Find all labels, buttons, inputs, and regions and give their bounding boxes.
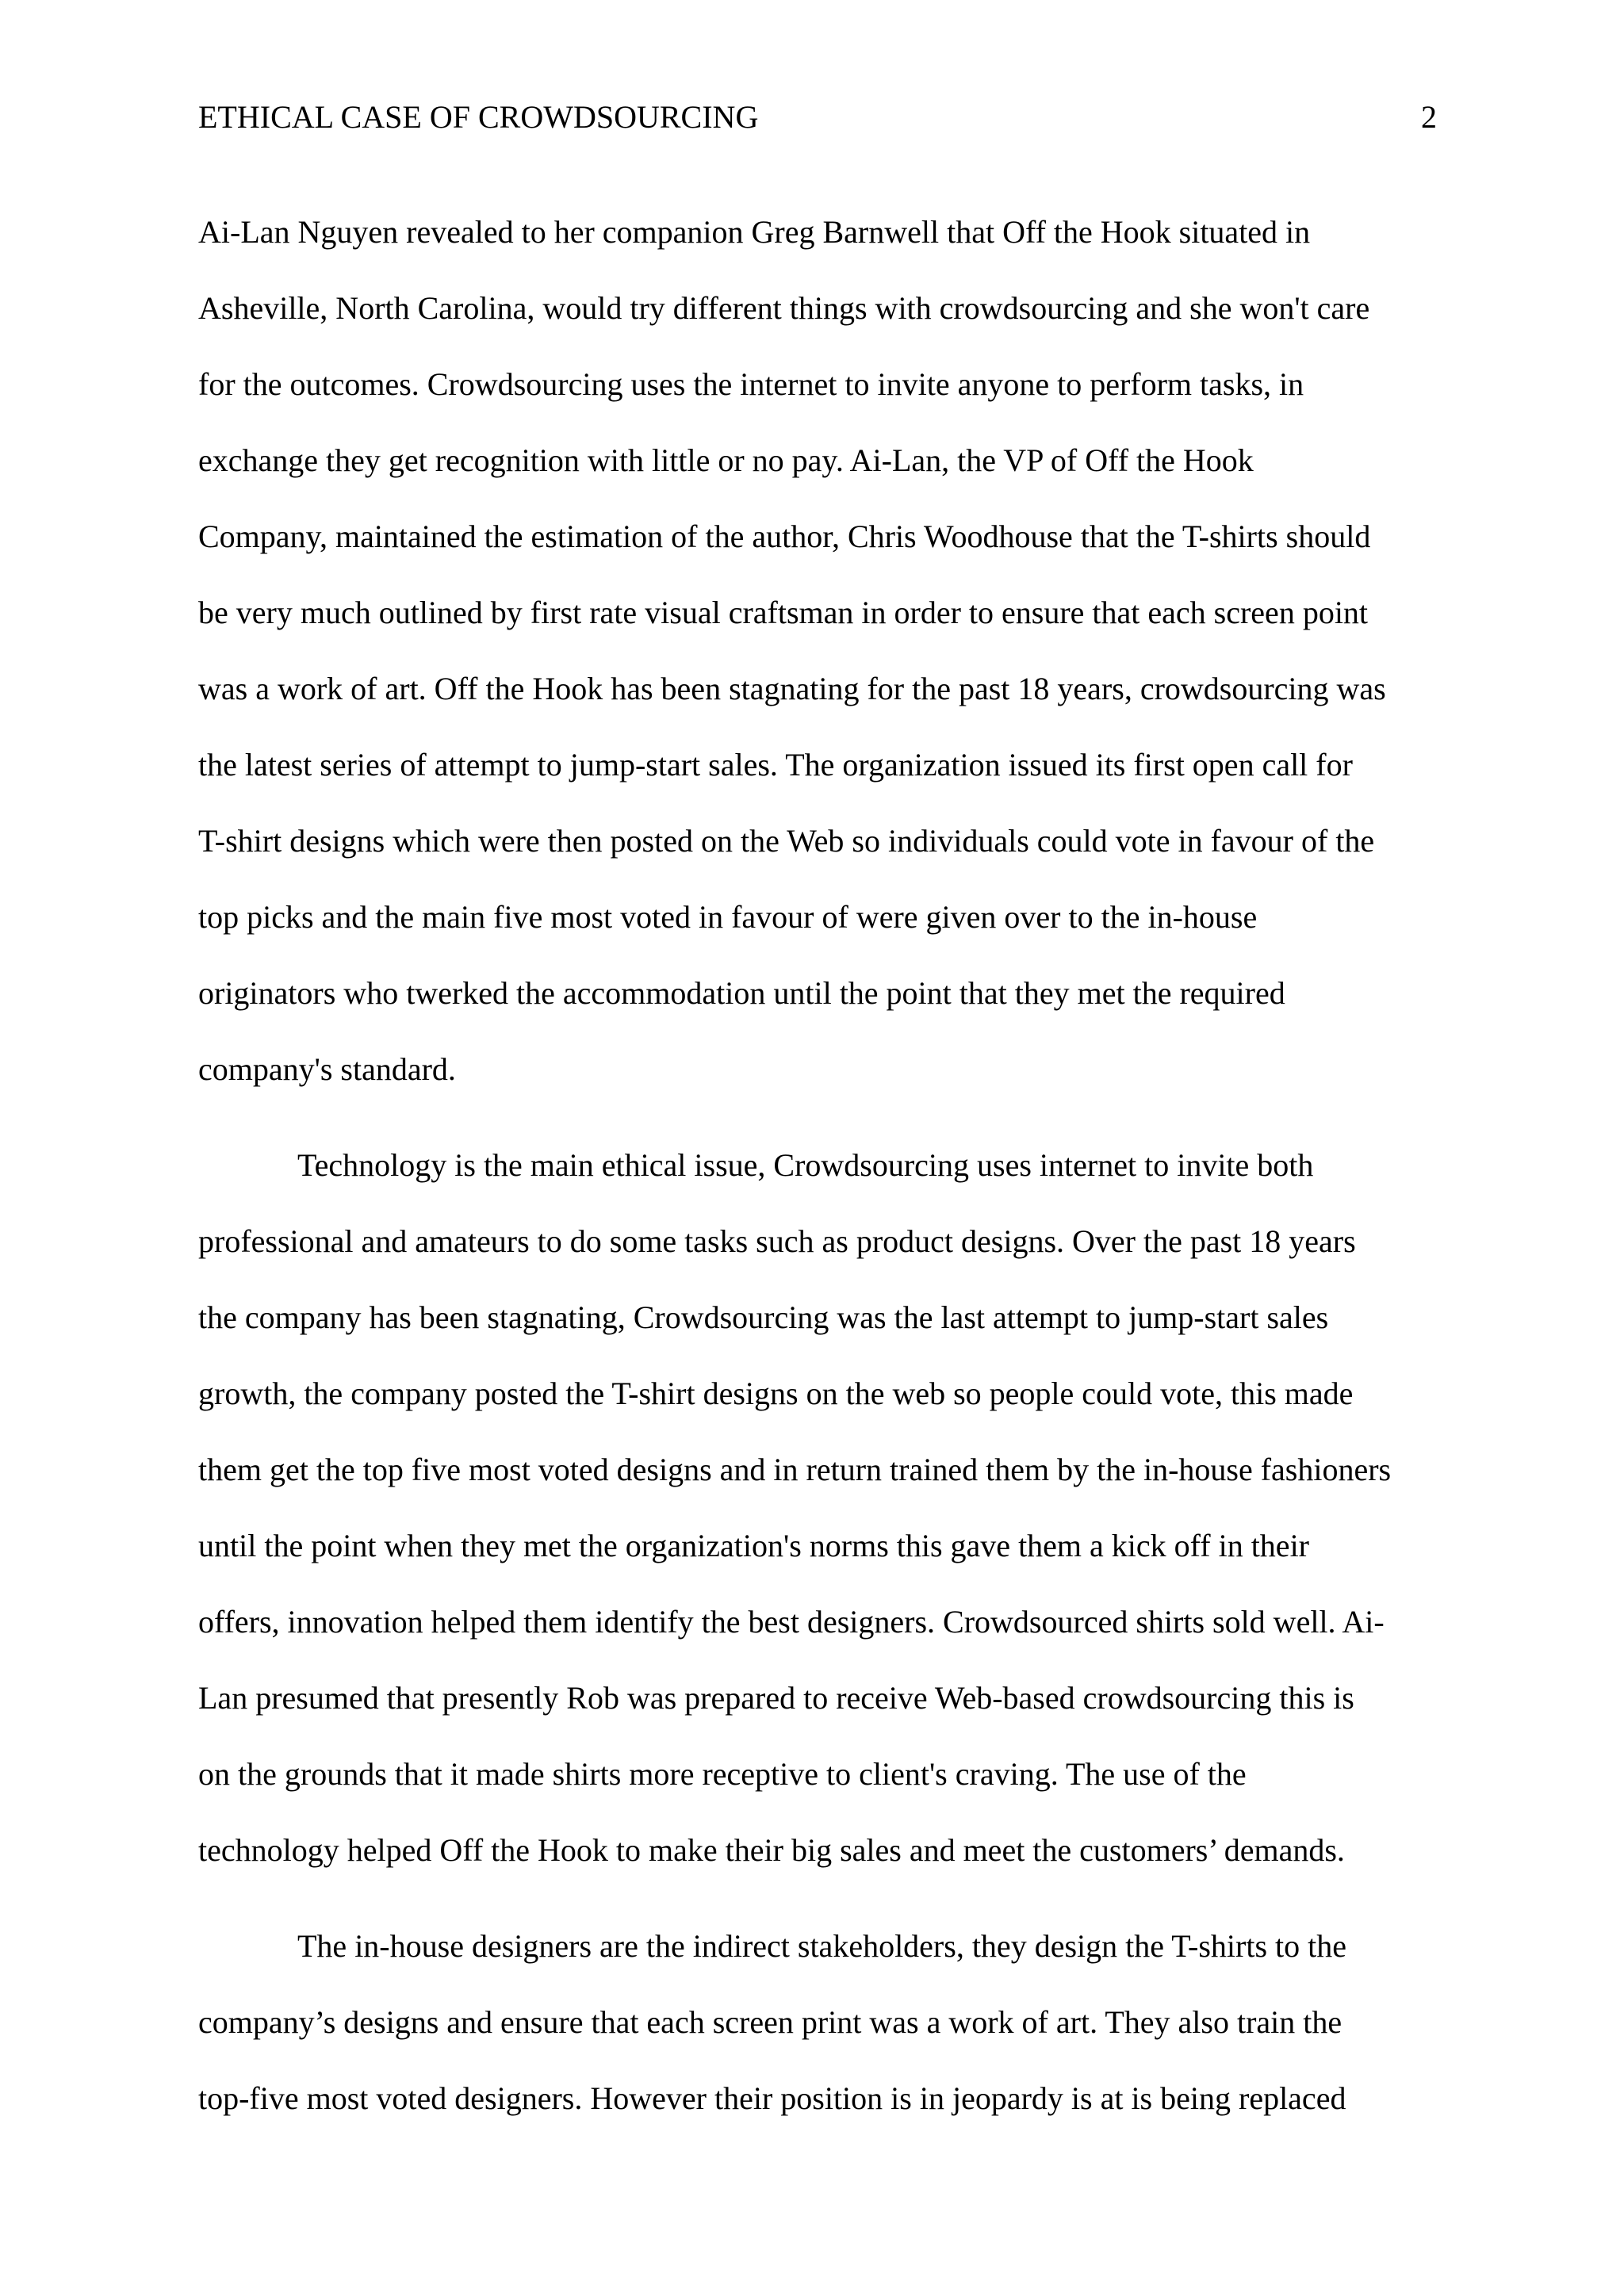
- text-line: Asheville, North Carolina, would try different things with crowdsourcing and she won't care: [198, 290, 1370, 326]
- paragraph-gap: [198, 1888, 1435, 1908]
- text-line: growth, the company posted the T-shirt designs on the web so people could vote, this made: [198, 1376, 1354, 1411]
- paragraph-gap: [198, 1108, 1435, 1127]
- text-line: exchange they get recognition with little or no pay. Ai-Lan, the VP of Off the Hook: [198, 442, 1254, 478]
- text-line: company’s designs and ensure that each screen print was a work of art. They also train the: [198, 2004, 1342, 2040]
- text-line: the latest series of attempt to jump-start sales. The organization issued its first open call for: [198, 747, 1353, 783]
- text-line: Ai-Lan Nguyen revealed to her companion Greg Barnwell that Off the Hook situated in: [198, 214, 1311, 250]
- text-line: on the grounds that it made shirts more receptive to client's craving. The use of the: [198, 1756, 1247, 1792]
- paragraph-2: [198, 1127, 1435, 1888]
- text-line: company's standard.: [198, 1051, 456, 1087]
- text-line: the company has been stagnating, Crowdsourcing was the last attempt to jump-start sales: [198, 1299, 1329, 1335]
- text-line: was a work of art. Off the Hook has been stagnating for the past 18 years, crowdsourcing was: [198, 671, 1386, 706]
- text-line: originators who twerked the accommodation until the point that they met the required: [198, 975, 1285, 1011]
- paragraph-3: [198, 1908, 1435, 2137]
- body-text: [198, 194, 1435, 2137]
- text-line: top picks and the main five most voted in favour of were given over to the in-house: [198, 899, 1258, 935]
- text-line-indented: Technology is the main ethical issue, Crowdsourcing uses internet to invite both: [297, 1147, 1314, 1183]
- text-line: professional and amateurs to do some tasks such as product designs. Over the past 18 years: [198, 1223, 1356, 1259]
- text-line: for the outcomes. Crowdsourcing uses the internet to invite anyone to perform tasks, in: [198, 366, 1304, 402]
- text-line: Lan presumed that presently Rob was prepared to receive Web-based crowdsourcing this is: [198, 1680, 1354, 1716]
- text-line: T-shirt designs which were then posted on the Web so individuals could vote in favour of the: [198, 823, 1375, 859]
- running-head: ETHICAL CASE OF CROWDSOURCING: [198, 99, 759, 135]
- text-line: until the point when they met the organization's norms this gave them a kick off in their: [198, 1528, 1309, 1563]
- text-line: offers, innovation helped them identify the best designers. Crowdsourced shirts sold well. Ai-: [198, 1604, 1385, 1640]
- text-line-indented: The in-house designers are the indirect stakeholders, they design the T-shirts to the: [297, 1928, 1347, 1964]
- text-line: Company, maintained the estimation of the author, Chris Woodhouse that the T-shirts should: [198, 519, 1371, 554]
- text-line: be very much outlined by first rate visual craftsman in order to ensure that each screen point: [198, 595, 1369, 630]
- paragraph-1: [198, 194, 1435, 1108]
- text-line: top-five most voted designers. However their position is in jeopardy is at is being replaced: [198, 2080, 1346, 2116]
- text-line: them get the top five most voted designs and in return trained them by the in-house fashioners: [198, 1452, 1392, 1487]
- page-header: [198, 98, 1437, 136]
- page-number: 2: [1421, 99, 1437, 135]
- text-line: technology helped Off the Hook to make their big sales and meet the customers’ demands.: [198, 1832, 1345, 1868]
